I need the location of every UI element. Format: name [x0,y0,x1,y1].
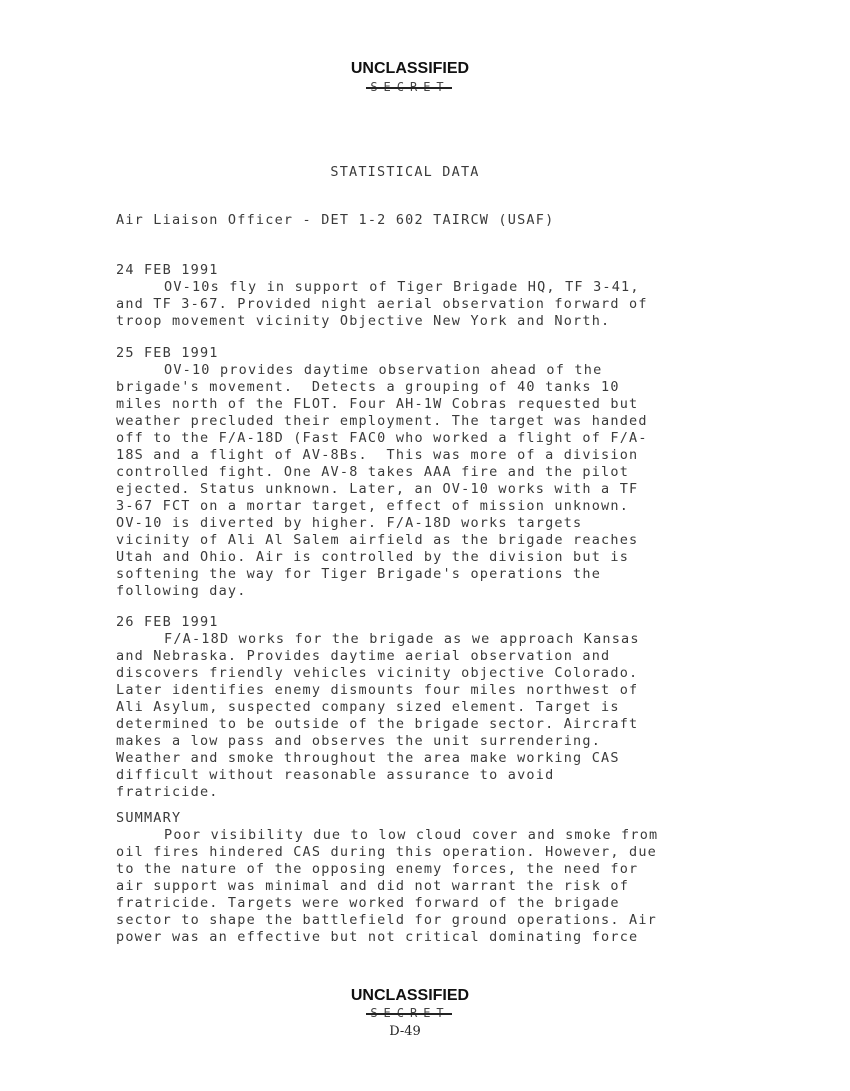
entry-line: miles north of the FLOT. Four AH-1W Cobras requested but [116,396,639,412]
summary-line: air support was minimal and did not warrant the risk of [116,878,630,894]
summary-line: oil fires hindered CAS during this operation. However, due [116,844,658,860]
entry-line: Later identifies enemy dismounts four miles northwest of [116,682,639,698]
entry-line: OV-10s fly in support of Tiger Brigade HQ, TF 3-41, [164,279,640,295]
struck-secret-text: SECRET [370,1006,450,1020]
entry-line: off to the F/A-18D (Fast FAC0 who worked a flight of F/A- [116,430,648,446]
entry-line: 18S and a flight of AV-8Bs. This was more of a division [116,447,639,463]
entry-line: fratricide. [116,784,219,800]
document-title: STATISTICAL DATA [330,164,480,180]
entry-line: following day. [116,583,247,599]
entry-line: Utah and Ohio. Air is controlled by the division but is [116,549,630,565]
entry-date: 24 FEB 1991 [116,262,219,278]
bottom-classification: UNCLASSIFIED [350,987,470,1004]
entry-line: ejected. Status unknown. Later, an OV-10 works with a TF [116,481,639,497]
entry-line: 3-67 FCT on a mortar target, effect of mission unknown. [116,498,630,514]
summary-line: fratricide. Targets were worked forward of the brigade [116,895,620,911]
summary-line: sector to shape the battlefield for ground operations. Air [116,912,658,928]
summary-line: to the nature of the opposing enemy forces, the need for [116,861,639,877]
entry-line: makes a low pass and observes the unit surrendering. [116,733,602,749]
struck-secret-text: SECRET [370,80,450,94]
summary-line: Poor visibility due to low cloud cover and smoke from [164,827,659,843]
page-number: D-49 [389,1024,421,1039]
entry-date: 25 FEB 1991 [116,345,219,361]
bottom-struck-marking [0,1006,820,1020]
summary-line: power was an effective but not critical dominating force [116,929,639,945]
top-struck-marking [0,80,820,94]
document-subtitle: Air Liaison Officer - DET 1-2 602 TAIRCW (USAF) [116,212,555,228]
summary-heading: SUMMARY [116,810,182,826]
entry-date: 26 FEB 1991 [116,614,219,630]
entry-line: discovers friendly vehicles vicinity objective Colorado. [116,665,639,681]
entry-line: F/A-18D works for the brigade as we approach Kansas [164,631,640,647]
entry-line: Weather and smoke throughout the area make working CAS [116,750,620,766]
entry-line: and TF 3-67. Provided night aerial observation forward of [116,296,648,312]
entry-line: weather precluded their employment. The target was handed [116,413,648,429]
entry-line: Ali Asylum, suspected company sized element. Target is [116,699,620,715]
entry-line: OV-10 is diverted by higher. F/A-18D works targets [116,515,583,531]
entry-line: difficult without reasonable assurance to avoid [116,767,555,783]
entry-line: determined to be outside of the brigade sector. Aircraft [116,716,639,732]
entry-line: vicinity of Ali Al Salem airfield as the brigade reaches [116,532,639,548]
entry-line: controlled fight. One AV-8 takes AAA fire and the pilot [116,464,630,480]
entry-line: and Nebraska. Provides daytime aerial observation and [116,648,611,664]
entry-line: OV-10 provides daytime observation ahead of the [164,362,603,378]
top-classification: UNCLASSIFIED [350,60,470,77]
entry-line: softening the way for Tiger Brigade's operations the [116,566,602,582]
entry-line: troop movement vicinity Objective New York and North. [116,313,611,329]
entry-line: brigade's movement. Detects a grouping of 40 tanks 10 [116,379,620,395]
